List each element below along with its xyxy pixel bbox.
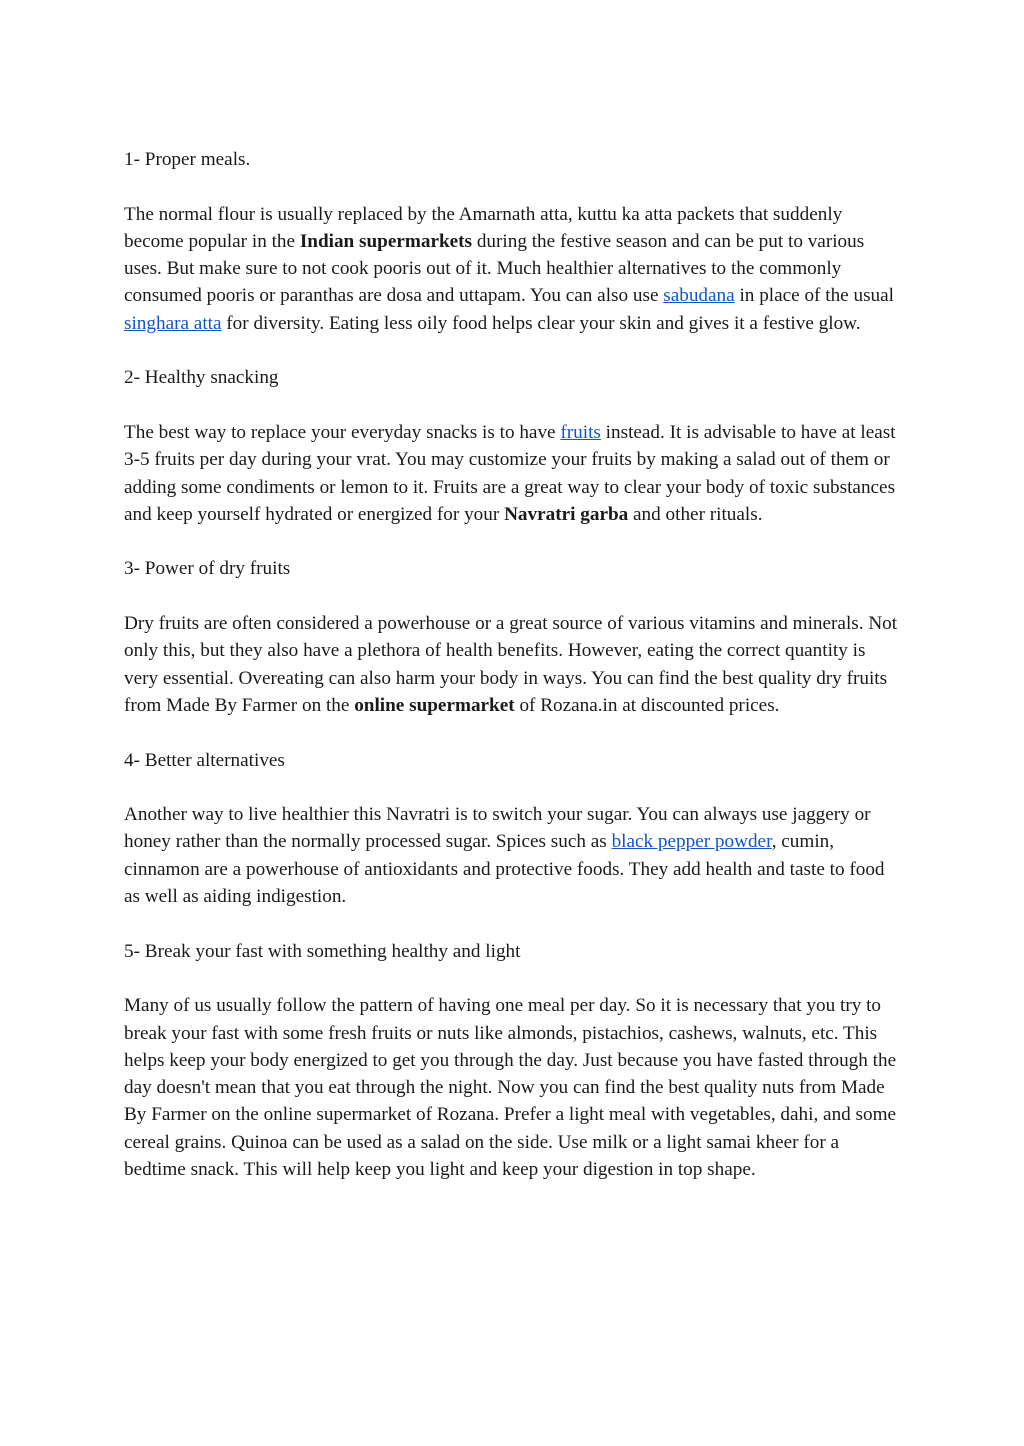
- text-run: The normal flour is usually replaced by the Amarnath atta, kuttu ka atta packets that suddenly become popular in the: [124, 203, 843, 252]
- text-run: for diversity. Eating less oily food helps clear your skin and gives it a festive glow.: [221, 312, 861, 334]
- link-black-pepper-powder[interactable]: black pepper powder: [611, 831, 772, 853]
- section-heading-break-fast: 5- Break your fast with something healthy and light: [124, 940, 521, 962]
- section-body-break-fast: [124, 992, 904, 1183]
- text-run: during the festive season and can be put to various uses. But make sure to not cook pooris out of it. Much healthier alternatives to the commonly consumed pooris or paranthas are dosa and uttapam. You can also use: [124, 230, 865, 307]
- section-heading-better-alternatives: 4- Better alternatives: [124, 749, 285, 771]
- link-fruits[interactable]: fruits: [560, 421, 601, 443]
- text-run: The best way to replace your everyday snacks is to have: [124, 421, 561, 443]
- text-run: , cumin, cinnamon are a powerhouse of antioxidants and protective foods. They add health and taste to food as well as aiding indigestion.: [124, 831, 885, 908]
- link-sabudana[interactable]: sabudana: [663, 285, 735, 307]
- text-run: and other rituals.: [628, 503, 763, 525]
- text-run: Another way to live healthier this Navratri is to switch your sugar. You can always use jaggery or honey rather than the normally processed sugar. Spices such as: [124, 804, 871, 853]
- section-body-healthy-snacking: [124, 419, 904, 528]
- document-page: [124, 146, 904, 1211]
- section-body-better-alternatives: [124, 801, 904, 910]
- section-heading-dry-fruits: 3- Power of dry fruits: [124, 558, 291, 580]
- bold-indian-supermarkets: Indian supermarkets: [299, 230, 473, 252]
- text-run: Dry fruits are often considered a powerhouse or a great source of various vitamins and minerals. Not only this, but they also have a plethora of health benefits. However, eating the correct quantity is very essential. Overeating can also harm your body in ways. You can find the best quality dry fruits from Made By Farmer on the: [124, 613, 898, 716]
- link-singhara-atta[interactable]: singhara atta: [124, 312, 222, 334]
- bold-online-supermarket: online supermarket: [354, 694, 515, 716]
- section-heading-healthy-snacking: 2- Healthy snacking: [124, 367, 279, 389]
- text-run: instead. It is advisable to have at least 3-5 fruits per day during your vrat. You may customize your fruits by making a salad out of them or adding some condiments or lemon to it. Fruits are a great way to clear your body of toxic substances and keep yourself hydrated or energized for your: [124, 421, 896, 525]
- section-body-dry-fruits: [124, 610, 904, 719]
- bold-navratri-garba: Navratri garba: [504, 503, 629, 525]
- section-heading-proper-meals: 1- Proper meals.: [124, 149, 251, 170]
- section-body-proper-meals: [124, 201, 904, 337]
- text-run: Many of us usually follow the pattern of having one meal per day. So it is necessary that you try to break your fast with some fresh fruits or nuts like almonds, pistachios, cashews, walnuts, etc. This helps keep your body energized to get you through the day. Just because you have fasted through the day doesn't mean that you eat through the night. Now you can find the best quality nuts from Made By Farmer on the online supermarket of Rozana. Prefer a light meal with vegetables, dahi, and some cereal grains. Quinoa can be used as a salad on the side. Use milk or a light samai kheer for a bedtime snack. This will help keep you light and keep your digestion in top shape.: [124, 995, 897, 1180]
- text-run: in place of the usual: [734, 285, 894, 307]
- text-run: of Rozana.in at discounted prices.: [514, 694, 780, 716]
